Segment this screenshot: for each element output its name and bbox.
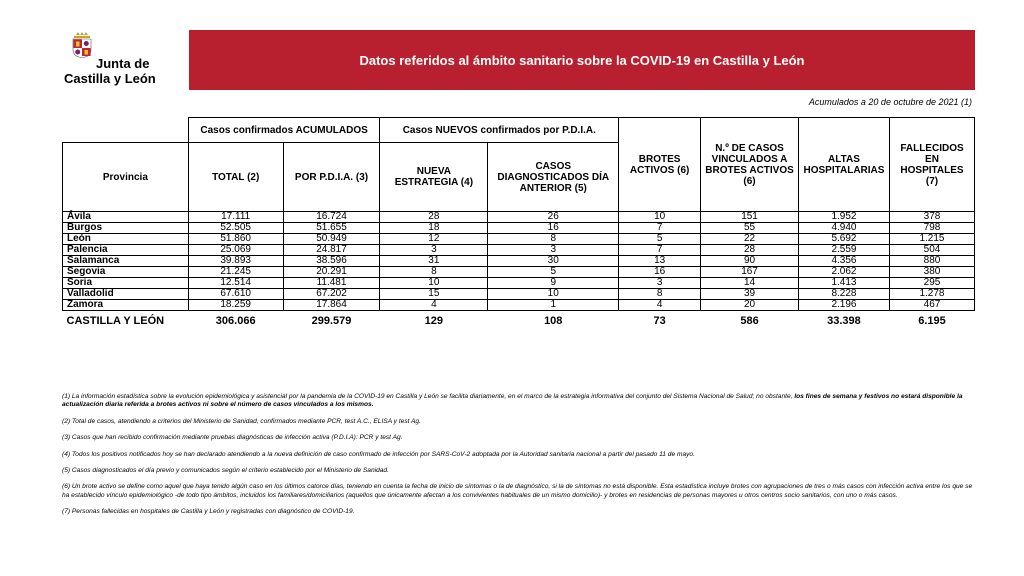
cell-total: 25.069 xyxy=(188,245,283,256)
cell-provincia: Salamanca xyxy=(63,256,189,267)
cell-total: 51.860 xyxy=(188,234,283,245)
cell-vinculados: 39 xyxy=(701,289,799,300)
cell-total: 39.893 xyxy=(188,256,283,267)
cell-altas: 5.692 xyxy=(798,234,889,245)
table-row xyxy=(63,245,975,256)
cell-altas: 1.952 xyxy=(798,212,889,223)
corner-blank xyxy=(63,118,189,143)
cell-fallecidos: 504 xyxy=(889,245,974,256)
table-row xyxy=(63,300,975,311)
total-total: 306.066 xyxy=(188,311,283,332)
coat-of-arms-icon xyxy=(72,32,92,58)
total-nueva: 129 xyxy=(380,311,488,332)
cell-fallecidos: 1.278 xyxy=(889,289,974,300)
total-provincia: CASTILLA Y LEÓN xyxy=(63,311,189,332)
cell-altas: 2.062 xyxy=(798,267,889,278)
cell-vinculados: 14 xyxy=(701,278,799,289)
table-row xyxy=(63,278,975,289)
col-header-total: TOTAL (2) xyxy=(188,143,283,212)
cell-brotes: 3 xyxy=(619,278,701,289)
cell-diag: 10 xyxy=(488,289,619,300)
footnote-7: (7) Personas fallecidas en hospitales de Castilla y León y registradas con diagnóstico de COVID-19. xyxy=(62,508,355,516)
cell-brotes: 7 xyxy=(619,223,701,234)
table-row xyxy=(63,212,975,223)
cell-provincia: Zamora xyxy=(63,300,189,311)
cell-nueva: 3 xyxy=(380,245,488,256)
cell-nueva: 31 xyxy=(380,256,488,267)
cell-brotes: 5 xyxy=(619,234,701,245)
col-header-pdia: POR P.D.I.A. (3) xyxy=(283,143,380,212)
cell-pdia: 51.655 xyxy=(283,223,380,234)
totals-row xyxy=(63,311,975,332)
footnote-3: (3) Casos que han recibido confirmación mediante pruebas diagnósticas de infección activa (P.D.I.A): PCR y test Ag. xyxy=(62,434,403,442)
cell-altas: 2.559 xyxy=(798,245,889,256)
cell-vinculados: 167 xyxy=(701,267,799,278)
group-header-acumulados: Casos confirmados ACUMULADOS xyxy=(188,118,380,143)
col-header-provincia: Provincia xyxy=(63,143,189,212)
cell-diag: 16 xyxy=(488,223,619,234)
cell-diag: 26 xyxy=(488,212,619,223)
cell-brotes: 10 xyxy=(619,212,701,223)
cell-diag: 8 xyxy=(488,234,619,245)
cell-provincia: Valladolid xyxy=(63,289,189,300)
table-row xyxy=(63,234,975,245)
cell-altas: 2.196 xyxy=(798,300,889,311)
cell-vinculados: 90 xyxy=(701,256,799,267)
cell-total: 67.610 xyxy=(188,289,283,300)
col-header-diag: CASOS DIAGNOSTICADOS DÍA ANTERIOR (5) xyxy=(488,143,619,212)
cell-nueva: 15 xyxy=(380,289,488,300)
total-pdia: 299.579 xyxy=(283,311,380,332)
logo-text-line2: Castilla y León xyxy=(64,71,156,86)
cell-provincia: Segovia xyxy=(63,267,189,278)
cell-brotes: 8 xyxy=(619,289,701,300)
cell-pdia: 20.291 xyxy=(283,267,380,278)
table-row xyxy=(63,256,975,267)
cell-pdia: 11.481 xyxy=(283,278,380,289)
cell-nueva: 10 xyxy=(380,278,488,289)
cell-diag: 30 xyxy=(488,256,619,267)
cell-provincia: León xyxy=(63,234,189,245)
total-fallecidos: 6.195 xyxy=(889,311,974,332)
footnote-1 xyxy=(62,393,978,410)
table-row xyxy=(63,267,975,278)
total-brotes: 73 xyxy=(619,311,701,332)
cell-altas: 4.940 xyxy=(798,223,889,234)
cell-fallecidos: 1.215 xyxy=(889,234,974,245)
cell-total: 18.259 xyxy=(188,300,283,311)
cell-pdia: 38.596 xyxy=(283,256,380,267)
cell-pdia: 67.202 xyxy=(283,289,380,300)
cell-diag: 5 xyxy=(488,267,619,278)
cell-diag: 9 xyxy=(488,278,619,289)
page-title: Datos referidos al ámbito sanitario sobre la COVID-19 en Castilla y León xyxy=(359,52,805,68)
footnote-1-bold: los fines de semana y festivos no estará disponible la actualización diaria referida a brotes activos ni sobre el número de casos vinculados a los mismos. xyxy=(62,393,963,409)
cell-altas: 4.356 xyxy=(798,256,889,267)
cell-pdia: 50.949 xyxy=(283,234,380,245)
logo xyxy=(62,32,182,92)
group-header-nuevos: Casos NUEVOS confirmados por P.D.I.A. xyxy=(380,118,619,143)
cell-provincia: Ávila xyxy=(63,212,189,223)
footnote-5: (5) Casos diagnosticados el día previo y comunicados según el criterio establecido por el Ministerio de Sanidad. xyxy=(62,467,389,475)
cell-brotes: 13 xyxy=(619,256,701,267)
col-header-brotes: BROTES ACTIVOS (6) xyxy=(619,118,701,212)
col-header-fallecidos: FALLECIDOS EN HOSPITALES (7) xyxy=(889,118,974,212)
cell-diag: 1 xyxy=(488,300,619,311)
cell-nueva: 28 xyxy=(380,212,488,223)
cell-altas: 8.228 xyxy=(798,289,889,300)
cell-fallecidos: 798 xyxy=(889,223,974,234)
cell-nueva: 4 xyxy=(380,300,488,311)
footnote-2: (2) Total de casos, atendiendo a criterios del Ministerio de Sanidad, confirmados mediante PCR, test A.C., ELISA y test Ag. xyxy=(62,417,421,425)
cell-vinculados: 28 xyxy=(701,245,799,256)
col-header-vinculados: N.º DE CASOS VINCULADOS A BROTES ACTIVOS (6) xyxy=(701,118,799,212)
title-banner xyxy=(189,30,975,90)
cell-vinculados: 55 xyxy=(701,223,799,234)
footnote-1-text: (1) La información estadística sobre la evolución epidemiológica y asistencial por la pandemia de la COVID-19 en Castilla y León se facilita diariamente, en el marco de la estrategia informativa del conjunto del Sistema Nacional de Salud; no obstante, xyxy=(62,393,795,400)
cell-fallecidos: 467 xyxy=(889,300,974,311)
cell-total: 12.514 xyxy=(188,278,283,289)
cell-diag: 3 xyxy=(488,245,619,256)
col-header-nueva: NUEVA ESTRATEGIA (4) xyxy=(380,143,488,212)
cell-nueva: 8 xyxy=(380,267,488,278)
cell-pdia: 16.724 xyxy=(283,212,380,223)
total-diag: 108 xyxy=(488,311,619,332)
cell-fallecidos: 295 xyxy=(889,278,974,289)
total-altas: 33.398 xyxy=(798,311,889,332)
cell-vinculados: 22 xyxy=(701,234,799,245)
footnote-4: (4) Todos los positivos notificados hoy se han declarado atendiendo a la nueva definición de caso confirmado de infección por SARS-CoV-2 adoptada por la Autoridad sanitaria nacional a partir del pasado 11 de mayo. xyxy=(62,450,695,458)
footnotes xyxy=(62,393,978,525)
cell-pdia: 24.817 xyxy=(283,245,380,256)
cell-brotes: 4 xyxy=(619,300,701,311)
table-row xyxy=(63,223,975,234)
cell-pdia: 17.864 xyxy=(283,300,380,311)
table-row xyxy=(63,289,975,300)
cell-vinculados: 20 xyxy=(701,300,799,311)
cell-vinculados: 151 xyxy=(701,212,799,223)
cell-altas: 1.413 xyxy=(798,278,889,289)
footnote-6: (6) Un brote activo se define como aquel que haya tenido algún caso en los últimos catorce días, teniendo en cuenta la fecha de inicio de síntomas o la de diagnóstico, si la de síntomas no está disponible. Esta estadística incluye brotes con agrupaciones de tres o más casos con infección activa entre los que se ha establecido vínculo epidemiológico -de todo tipo ámbitos, incluidos los familiares/domiciliarios (aquellos que únicamente afectan a los convivientes habituales de un mismo domicilio)- y brotes en residencias de personas mayores u otros centros socio sanitarios, con uno o más casos. xyxy=(62,483,973,499)
cell-provincia: Burgos xyxy=(63,223,189,234)
covid-data-table xyxy=(62,117,975,331)
cell-fallecidos: 880 xyxy=(889,256,974,267)
col-header-altas: ALTAS HOSPITALARIAS xyxy=(798,118,889,212)
cell-total: 52.505 xyxy=(188,223,283,234)
cell-brotes: 7 xyxy=(619,245,701,256)
cell-nueva: 12 xyxy=(380,234,488,245)
cell-brotes: 16 xyxy=(619,267,701,278)
total-vinculados: 586 xyxy=(701,311,799,332)
cell-fallecidos: 378 xyxy=(889,212,974,223)
cell-total: 21.245 xyxy=(188,267,283,278)
logo-text-line1: Junta de xyxy=(96,56,150,71)
cell-provincia: Palencia xyxy=(63,245,189,256)
cell-provincia: Soria xyxy=(63,278,189,289)
cell-fallecidos: 380 xyxy=(889,267,974,278)
as-of-date: Acumulados a 20 de octubre de 2021 (1) xyxy=(808,97,972,107)
cell-total: 17.111 xyxy=(188,212,283,223)
cell-nueva: 18 xyxy=(380,223,488,234)
